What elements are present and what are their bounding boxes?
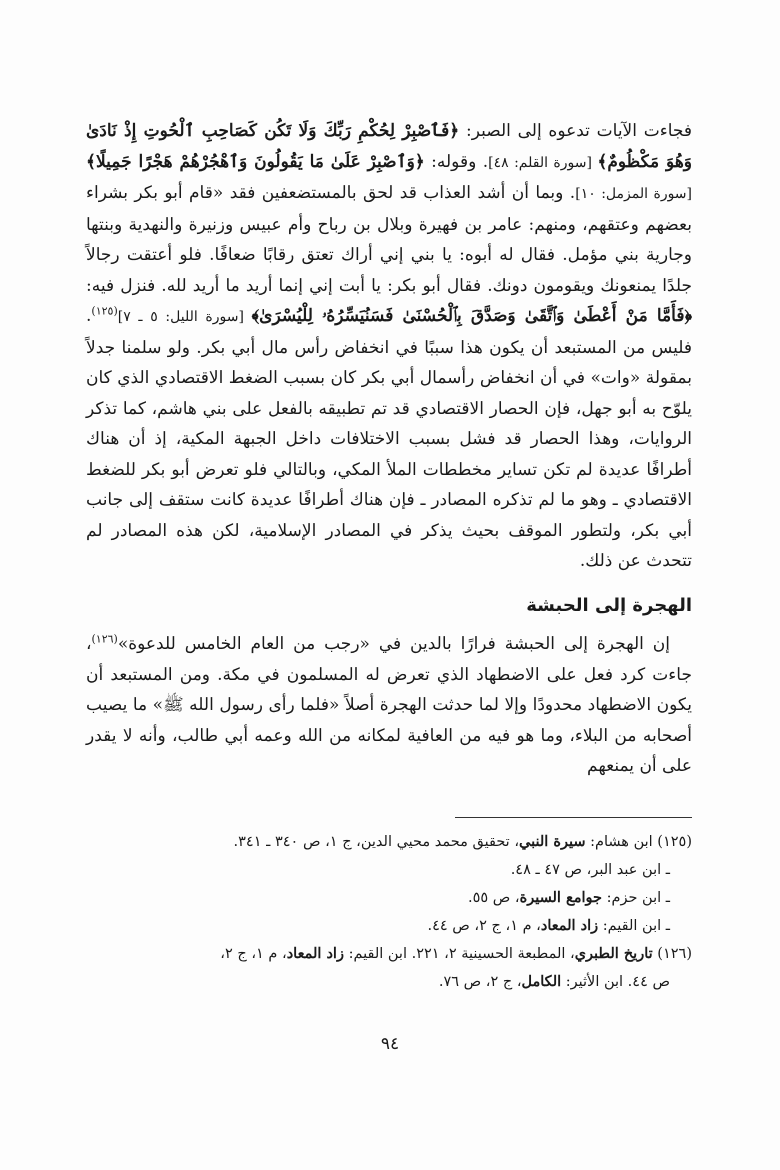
footnotes — [86, 828, 692, 996]
footnote-text: ، المطبعة الحسينية ٢، ٢٢١. ابن القيم: — [343, 946, 575, 962]
quran-verse: ﴿وَٱصْبِرْ عَلَىٰ مَا يَقُولُونَ وَٱهْجُرْهُمْ هَجْرًا جَمِيلًا﴾ — [86, 151, 425, 172]
paragraph-2 — [86, 629, 692, 782]
footnote-text: ، م ١، ج ٢، ص ٤٤. — [427, 918, 541, 934]
text-span: إن الهجرة إلى الحبشة فرارًا بالدين في «رجب من العام الخامس للدعوة» — [117, 634, 670, 654]
paragraph-1 — [86, 116, 692, 577]
book-title: سيرة النبي — [519, 833, 586, 850]
main-text — [86, 116, 692, 782]
surah-reference: [سورة المزمل: ١٠] — [575, 186, 693, 202]
footnote-text: ـ ابن حزم: — [601, 890, 670, 906]
footnote-marker[interactable]: (١٢٦) — [91, 632, 118, 646]
footnote-separator — [455, 817, 692, 818]
quran-verse: ﴿فَأَمَّا مَنْ أَعْطَىٰ وَٱتَّقَىٰ وَصَدَّقَ بِٱلْحُسْنَىٰ فَسَنُيَسِّرُهُۥ لِلْيُسْرَىٰ﴾ — [251, 306, 692, 326]
book-title: الكامل — [521, 973, 562, 990]
footnote-number: (١٢٥) — [652, 834, 692, 850]
book-title: زاد المعاد — [286, 945, 344, 962]
footnote-126-cont — [86, 968, 692, 996]
footnote-marker[interactable]: (١٢٥) — [91, 304, 118, 318]
footnote-text: ، م ١، ج ٢، — [220, 946, 287, 962]
footnote-125-ref-3 — [86, 884, 692, 912]
quran-verse: ﴿فَٱصْبِرْ لِحُكْمِ رَبِّكَ وَلَا تَكُن كَصَاحِبِ ٱلْحُوتِ إِذْ نَادَىٰ وَهُوَ مَكْظُومٌ﴾ — [86, 121, 692, 172]
footnote-text: ، تحقيق محمد محيي الدين، ج ١، ص ٣٤٠ ـ ٣٤١. — [233, 834, 520, 850]
footnote-text: ابن هشام: — [585, 834, 653, 850]
footnote-125 — [86, 828, 692, 856]
text-span: . فليس من المستبعد أن يكون هذا سببًا في انخفاض رأس مال أبي بكر. ولو سلمنا جدلاً بمقولة «وات» في أن انخفاض رأسمال أبي بكر كان بسبب الضغط الاقتصادي الذي كان يلوّح به أبو جهل، فإن الحصار الاقتصادي قد تم تطبيقه بالفعل على بني هاشم، كما تذكر الروايات، وهذا الحصار قد فشل بسبب الاختلافات داخل الجبهة المكية، إذ أن هناك أطرافًا عديدة لم تكن تساير مخططات الملأ المكي، وبالتالي فلو تعرض أبو بكر للضغط الاقتصادي ـ وهو ما لم تذكره المصادر ـ فإن هناك أطرافًا عديدة كانت ستقف إلى جانب أبي بكر، ولتطور الموقف بحيث يذكر في المصادر الإسلامية، لكن هذه المصادر لم تتحدث عن ذلك. — [86, 306, 692, 571]
page-number: ٩٤ — [380, 1034, 400, 1054]
text-span: . وقوله: — [424, 151, 489, 172]
footnote-125-ref-2: ـ ابن عبد البر، ص ٤٧ ـ ٤٨. — [510, 862, 670, 878]
footnote-number: (١٢٦) — [652, 946, 692, 962]
footnote-text: ـ ابن القيم: — [598, 918, 670, 934]
book-title: تاريخ الطبري — [574, 945, 653, 962]
text-span: فجاءت الآيات تدعوه إلى الصبر: — [459, 121, 692, 141]
footnote-text: ص ٤٤. ابن الأثير: — [561, 974, 670, 990]
footnote-text: ، ج ٢، ص ٧٦. — [438, 974, 522, 990]
section-heading: الهجرة إلى الحبشة — [526, 594, 692, 616]
surah-reference: [سورة القلم: ٤٨] — [488, 154, 598, 171]
book-title: زاد المعاد — [540, 917, 599, 934]
footnote-126 — [86, 940, 692, 968]
text-span: ، جاءت كرد فعل على الاضطهاد الذي تعرض له المسلمون في مكة. ومن المستبعد أن يكون الاضطهاد محدودًا وإلا لما حدثت الهجرة أصلاً «فلما رأى رسول الله ﷺ» ما يصيب أصحابه من البلاء، وما هو فيه من العافية لمكانه من الله وعمه أبي طالب، وأنه لا يقدر على أن يمنعهم — [86, 634, 692, 776]
footnote-125-ref-4 — [86, 912, 692, 940]
text-span: . وبما أن أشد العذاب قد لحق بالمستضعفين فقد «قام أبو بكر بشراء بعضهم وعتقهم، ومنهم: عامر بن فهيرة وبلال بن رباح وأم عبيس وزنيرة والنهدية وبنتها وجارية بني مؤمل. فقال له أبوه: يا بني إني أراك تعتق رقابًا ضعافًا. فلو أعتقت رجالاً جلدًا يمنعونك ويقومون دونك. فقال أبو بكر: يا أبت إني إنما أريد ما أريد لله. فنزل فيه: — [86, 183, 692, 296]
surah-reference: [سورة الليل: ٥ ـ ٧] — [117, 309, 252, 325]
footnote-text: ، ص ٥٥. — [467, 890, 520, 906]
book-title: جوامع السيرة — [519, 889, 602, 906]
